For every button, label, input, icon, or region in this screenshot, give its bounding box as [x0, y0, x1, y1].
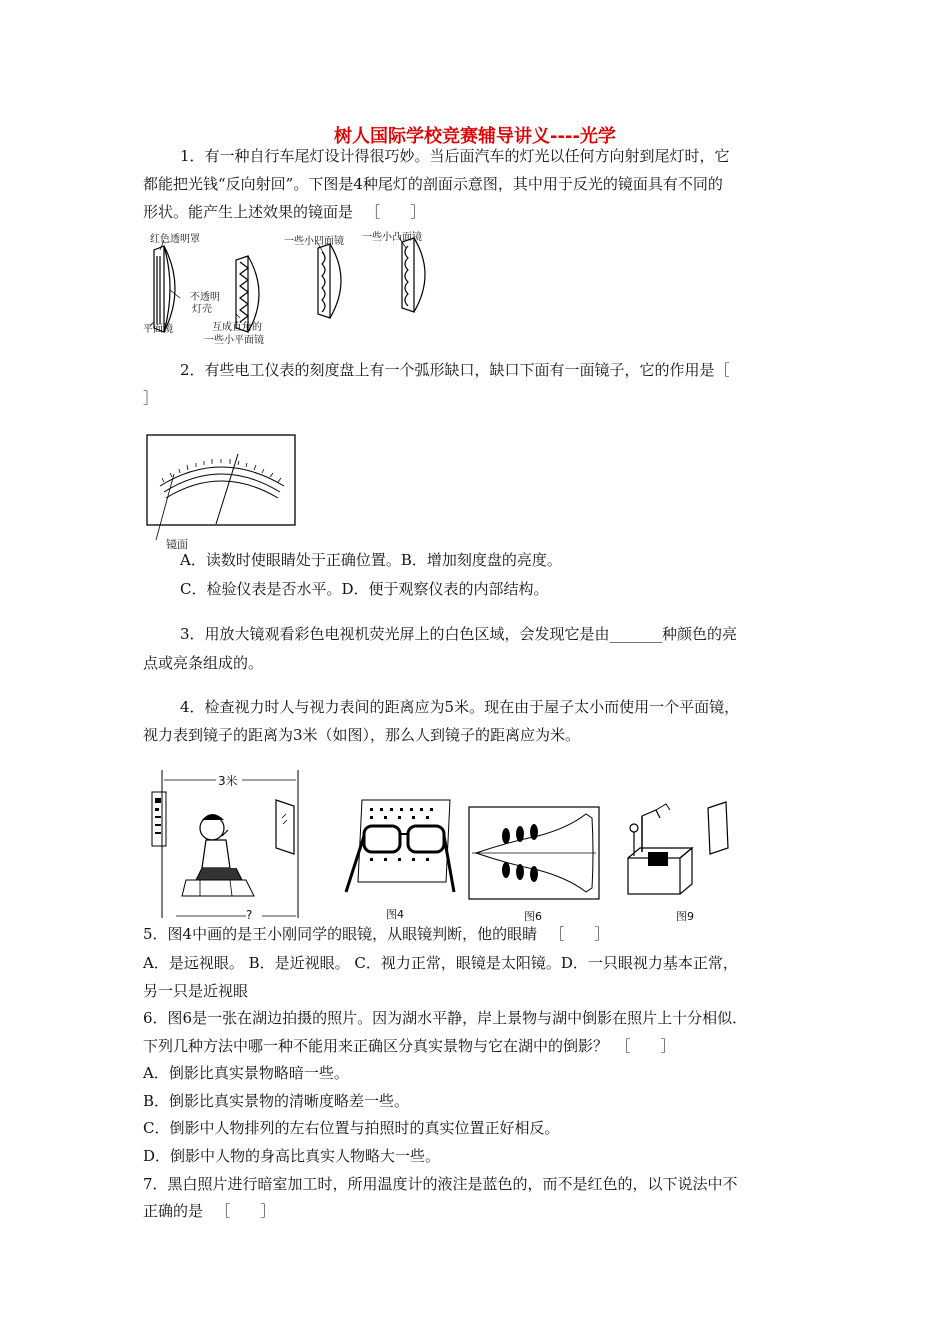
q2-line1: 2．有些电工仪表的刻度盘上有一个弧形缺口，缺口下面有一面镜子，它的作用是［ [180, 361, 730, 379]
glasses-diagram [340, 796, 460, 896]
label-flat-mirror: 平面镜 [143, 324, 173, 335]
q1-line2: 都能把光钱“反向射回”。下图是4种尾灯的剖面示意图，其中用于反光的镜面具有不同的 [143, 175, 723, 193]
q1-line1: 1．有一种自行车尾灯设计得很巧妙。当后面汽车的灯光以任何方向射到尾灯时，它 [180, 147, 730, 165]
q6-line1: 6．图6是一张在湖边拍摄的照片。因为湖水平静，岸上景物与湖中倒影在照片上十分相似． [143, 1009, 748, 1027]
page-title: 树人国际学校竞赛辅导讲义----光学 [334, 126, 616, 147]
meter-dial-diagram [146, 434, 298, 546]
lake-photo-diagram [468, 806, 602, 904]
q6-option-c: C．倒影中人物排列的左右位置与拍照时的真实位置正好相反。 [143, 1119, 560, 1137]
q4-line1: 4．检查视力时人与视力表间的距离应为5米。现在由于屋子太小而使用一个平面镜， [180, 698, 740, 716]
q3-line2: 点或亮条组成的。 [143, 654, 264, 672]
enlarger-diagram [620, 796, 744, 908]
q3-line1: 3．用放大镜观看彩色电视机荧光屏上的白色区域，会发现它是由_______种颜色的亮 [180, 625, 738, 643]
fig6-caption: 图6 [524, 910, 542, 923]
q4-line2: 视力表到镜子的距离为3米（如图），那么人到镜子的距离应为米。 [143, 726, 581, 744]
distance-bottom: ? [246, 908, 253, 922]
q6-option-b: B．倒影比真实景物的清晰度略差一些。 [143, 1092, 410, 1110]
q5-line2: A．是远视眼。 B．是近视眼。 C．视力正常，眼镜是太阳镜。D．一只眼视力基本正常， [143, 954, 738, 972]
label-opaque-shell-1: 不透明 [190, 292, 220, 303]
q2-line2: ］ [143, 389, 159, 407]
label-concave: 一些小凹面镜 [284, 236, 344, 247]
label-convex: 一些小凸面镜 [362, 232, 422, 243]
q6-option-a: A．倒影比真实景物略暗一些。 [143, 1064, 349, 1082]
label-opaque-shell-2: 灯壳 [192, 304, 212, 315]
label-mirror: 镜面 [166, 538, 188, 551]
label-right-angle-2: 一些小平面镜 [204, 335, 264, 346]
fig4-caption: 图4 [386, 908, 404, 921]
q6-line2: 下列几种方法中哪一种不能用来正确区分真实景物与它在湖中的倒影？ ［ ］ [143, 1037, 676, 1055]
q6-option-d: D．倒影中人物的身高比真实人物略大一些。 [143, 1147, 441, 1165]
q7-line2: 正确的是 ［ ］ [143, 1202, 276, 1220]
q1-line3: 形状。能产生上述效果的镜面是 ［ ］ [143, 203, 426, 221]
distance-top: 3米 [218, 774, 238, 788]
q7-line1: 7．黑白照片进行暗室加工时，所用温度计的液注是蓝色的，而不是红色的，以下说法中不 [143, 1175, 738, 1193]
label-right-angle-1: 互成直角的 [212, 322, 262, 333]
eye-chart-diagram [146, 768, 310, 924]
label-red-cover: 红色透明罩 [150, 234, 200, 245]
q2-options-ab: A．读数时使眼睛处于正确位置。B．增加刻度盘的亮度。 [180, 551, 562, 569]
q5-line1: 5．图4中画的是王小刚同学的眼镜，从眼镜判断，他的眼睛 ［ ］ [143, 925, 610, 943]
q2-options-cd: C．检验仪表是否水平。D．便于观察仪表的内部结构。 [180, 580, 549, 598]
fig9-caption: 图9 [676, 910, 694, 923]
q5-line3: 另一只是近视眼 [143, 982, 249, 1000]
